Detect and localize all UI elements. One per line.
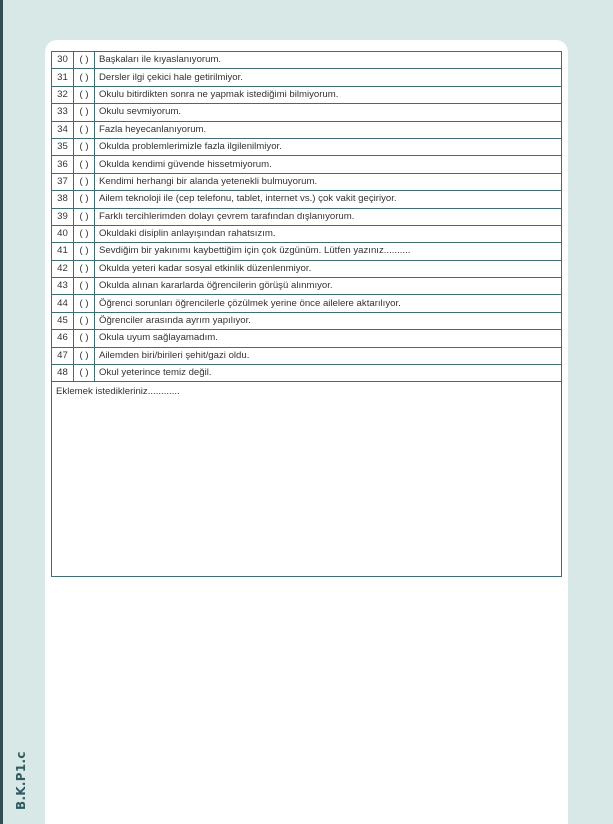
question-number: 31 [52,69,74,86]
question-text: Okul yeterince temiz değil. [95,365,562,382]
answer-checkbox[interactable]: ( ) [74,138,95,155]
question-text: Okulda alınan kararlarda öğrencilerin görüşü alınmıyor. [95,278,562,295]
answer-checkbox[interactable]: ( ) [74,86,95,103]
answer-checkbox[interactable]: ( ) [74,243,95,260]
notes-row [52,382,562,577]
questionnaire-table [51,51,562,577]
question-text: Dersler ilgi çekici hale getirilmiyor. [95,69,562,86]
question-row [52,104,562,121]
question-text: Okulu sevmiyorum. [95,104,562,121]
question-number: 37 [52,173,74,190]
answer-checkbox[interactable]: ( ) [74,121,95,138]
question-number: 44 [52,295,74,312]
question-number: 47 [52,347,74,364]
question-row [52,278,562,295]
left-edge-bar [0,0,3,824]
question-number: 39 [52,208,74,225]
question-row [52,295,562,312]
answer-checkbox[interactable]: ( ) [74,104,95,121]
notes-label: Eklemek istedikleriniz............ [56,386,180,398]
answer-checkbox[interactable]: ( ) [74,330,95,347]
question-row [52,312,562,329]
question-row [52,138,562,155]
question-number: 33 [52,104,74,121]
answer-checkbox[interactable]: ( ) [74,347,95,364]
answer-checkbox[interactable]: ( ) [74,312,95,329]
answer-checkbox[interactable]: ( ) [74,173,95,190]
question-number: 48 [52,365,74,382]
question-row [52,69,562,86]
question-text: Öğrenciler arasında ayrım yapılıyor. [95,312,562,329]
question-number: 32 [52,86,74,103]
question-row [52,260,562,277]
question-row [52,52,562,69]
answer-checkbox[interactable]: ( ) [74,208,95,225]
question-row [52,330,562,347]
page-code: B.K.P1.c [14,751,28,810]
question-text: Kendimi herhangi bir alanda yetenekli bulmuyorum. [95,173,562,190]
question-number: 42 [52,260,74,277]
questionnaire-rows [52,52,562,382]
answer-checkbox[interactable]: ( ) [74,52,95,69]
notes-field[interactable] [52,382,562,577]
question-row [52,243,562,260]
question-text: Okuldaki disiplin anlayışından rahatsızım. [95,225,562,242]
question-row [52,365,562,382]
question-number: 36 [52,156,74,173]
question-row [52,86,562,103]
question-number: 40 [52,225,74,242]
question-text: Öğrenci sorunları öğrencilerle çözülmek yerine önce ailelere aktarılıyor. [95,295,562,312]
answer-checkbox[interactable]: ( ) [74,225,95,242]
answer-checkbox[interactable]: ( ) [74,156,95,173]
question-row [52,173,562,190]
question-text: Okula uyum sağlayamadım. [95,330,562,347]
question-row [52,347,562,364]
question-number: 41 [52,243,74,260]
question-number: 30 [52,52,74,69]
answer-checkbox[interactable]: ( ) [74,69,95,86]
question-text: Okulda yeteri kadar sosyal etkinlik düzenlenmiyor. [95,260,562,277]
question-number: 38 [52,191,74,208]
question-row [52,121,562,138]
answer-checkbox[interactable]: ( ) [74,278,95,295]
question-text: Fazla heyecanlanıyorum. [95,121,562,138]
question-text: Ailem teknoloji ile (cep telefonu, tablet, internet vs.) çok vakit geçiriyor. [95,191,562,208]
question-text: Başkaları ile kıyaslanıyorum. [95,52,562,69]
question-row [52,208,562,225]
question-row [52,156,562,173]
question-number: 35 [52,138,74,155]
answer-checkbox[interactable]: ( ) [74,365,95,382]
question-number: 46 [52,330,74,347]
answer-checkbox[interactable]: ( ) [74,295,95,312]
question-text: Okulu bitirdikten sonra ne yapmak istediğimi bilmiyorum. [95,86,562,103]
question-text: Sevdiğim bir yakınımı kaybettiğim için çok üzgünüm. Lütfen yazınız.......... [95,243,562,260]
question-number: 45 [52,312,74,329]
question-text: Okulda kendimi güvende hissetmiyorum. [95,156,562,173]
question-text: Ailemden biri/birileri şehit/gazi oldu. [95,347,562,364]
answer-checkbox[interactable]: ( ) [74,260,95,277]
question-row [52,225,562,242]
question-number: 43 [52,278,74,295]
question-number: 34 [52,121,74,138]
question-text: Okulda problemlerimizle fazla ilgilenilmiyor. [95,138,562,155]
question-text: Farklı tercihlerimden dolayı çevrem tarafından dışlanıyorum. [95,208,562,225]
answer-checkbox[interactable]: ( ) [74,191,95,208]
question-row [52,191,562,208]
